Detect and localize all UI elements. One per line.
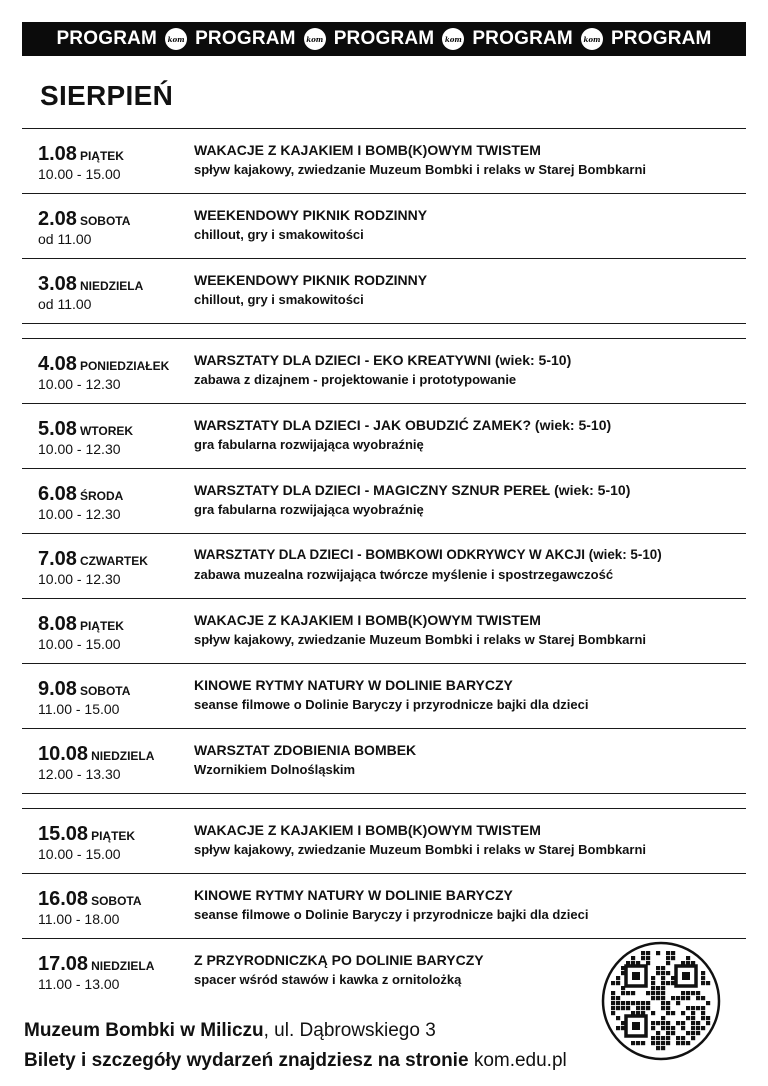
qr-module (696, 1026, 700, 1030)
event-title: WAKACJE Z KAJAKIEM I BOMB(K)OWYM TWISTEM (194, 822, 541, 838)
qr-module (666, 956, 670, 960)
kom-logo-icon: kom (442, 28, 464, 50)
qr-module (701, 1016, 705, 1020)
qr-module (696, 991, 700, 995)
qr-module (671, 996, 675, 1000)
qr-module (651, 1041, 655, 1045)
qr-module (676, 1001, 680, 1005)
qr-module (651, 996, 655, 1000)
banner-word: PROGRAM (472, 28, 573, 49)
qr-module (616, 1026, 620, 1030)
qr-module (646, 951, 650, 955)
event-title: WAKACJE Z KAJAKIEM I BOMB(K)OWYM TWISTEM (194, 142, 541, 158)
website-link[interactable]: kom.edu.pl (473, 1050, 567, 1071)
qr-module (686, 956, 690, 960)
event-subtitle: spływ kajakowy, zwiedzanie Muzeum Bombki i relaks w Starej Bombkarni (194, 632, 647, 647)
event-weekday: NIEDZIELA (91, 749, 155, 763)
event-subtitle: spacer wśród stawów i kawka z ornitolożką (194, 972, 462, 987)
event-weekday: PIĄTEK (79, 619, 124, 633)
qr-module (706, 1016, 710, 1020)
qr-module (691, 1011, 695, 1015)
qr-module (611, 996, 615, 1000)
qr-module (666, 1011, 670, 1015)
event-time: 10.00 - 15.00 (38, 636, 121, 652)
kom-logo-icon: kom (165, 28, 187, 50)
qr-code-graphic (601, 941, 721, 1061)
event-title: WAKACJE Z KAJAKIEM I BOMB(K)OWYM TWISTEM (194, 612, 541, 628)
event-date: 7.08 CZWARTEK (38, 548, 148, 570)
qr-module (636, 1001, 640, 1005)
qr-module (611, 991, 615, 995)
event-weekday: SOBOTA (79, 684, 131, 698)
event-time: 11.00 - 15.00 (38, 701, 120, 717)
event-date: 15.08 PIĄTEK (38, 823, 136, 845)
qr-module (611, 981, 615, 985)
qr-module (701, 1026, 705, 1030)
banner-word: PROGRAM (333, 28, 435, 49)
qr-module (691, 1016, 695, 1020)
qr-module (641, 956, 645, 960)
qr-module (686, 991, 690, 995)
qr-module (651, 986, 655, 990)
event-subtitle: gra fabularna rozwijająca wyobraźnię (194, 502, 424, 517)
qr-module (651, 976, 655, 980)
qr-module (651, 1026, 655, 1030)
event-subtitle: spływ kajakowy, zwiedzanie Muzeum Bombki i relaks w Starej Bombkarni (194, 162, 647, 177)
qr-module (661, 996, 665, 1000)
qr-module (641, 1001, 645, 1005)
qr-module (661, 1046, 665, 1050)
qr-module (701, 1011, 705, 1015)
qr-module (666, 1036, 670, 1040)
qr-module (646, 991, 650, 995)
event-row (22, 404, 746, 466)
qr-module (661, 1026, 665, 1030)
qr-module (686, 1031, 690, 1035)
event-weekday: CZWARTEK (79, 554, 148, 568)
qr-module (701, 976, 705, 980)
qr-module (661, 1041, 665, 1045)
kom-logo-icon: kom (304, 28, 326, 50)
event-time: od 11.00 (38, 296, 92, 312)
event-subtitle: seanse filmowe o Dolinie Baryczy i przyrodnicze bajki dla dzieci (194, 697, 589, 712)
program-banner (22, 22, 746, 56)
qr-module (701, 996, 705, 1000)
qr-module (641, 1041, 645, 1045)
qr-module (621, 991, 625, 995)
qr-module (646, 1001, 650, 1005)
qr-module (616, 981, 620, 985)
qr-module (666, 981, 670, 985)
qr-module (686, 1041, 690, 1045)
qr-module (661, 976, 665, 980)
event-date: 3.08 NIEDZIELA (38, 273, 144, 295)
qr-module (681, 991, 685, 995)
qr-module (666, 971, 670, 975)
event-time: 10.00 - 15.00 (38, 846, 121, 862)
qr-finder-center (682, 972, 690, 980)
qr-finder-center (632, 972, 640, 980)
event-time: 11.00 - 18.00 (38, 911, 120, 927)
event-weekday: WTOREK (79, 424, 134, 438)
event-row (22, 729, 746, 791)
qr-module (691, 1036, 695, 1040)
qr-module (616, 1006, 620, 1010)
qr-module (706, 981, 710, 985)
info-line (24, 1050, 567, 1072)
qr-module (706, 1021, 710, 1025)
qr-module (656, 996, 660, 1000)
event-date: 9.08 SOBOTA (38, 678, 131, 700)
qr-module (656, 1021, 660, 1025)
event-date: 1.08 PIĄTEK (38, 143, 124, 165)
qr-module (631, 956, 635, 960)
qr-module (676, 1041, 680, 1045)
qr-module (671, 1031, 675, 1035)
qr-module (681, 1011, 685, 1015)
qr-module (676, 1036, 680, 1040)
qr-module (681, 1026, 685, 1030)
qr-module (656, 991, 660, 995)
event-row (22, 809, 746, 871)
qr-module (671, 956, 675, 960)
event-date: 4.08 PONIEDZIAŁEK (38, 353, 170, 375)
event-date: 8.08 PIĄTEK (38, 613, 124, 635)
qr-module (651, 1036, 655, 1040)
month-heading: SIERPIEŃ (40, 80, 174, 111)
event-weekday: PIĄTEK (79, 149, 124, 163)
qr-module (681, 1036, 685, 1040)
event-date: 16.08 SOBOTA (38, 888, 142, 910)
divider (22, 323, 746, 324)
qr-module (646, 1006, 650, 1010)
event-time: 10.00 - 15.00 (38, 166, 121, 182)
qr-module (631, 991, 635, 995)
qr-module (651, 1021, 655, 1025)
event-row (22, 469, 746, 531)
qr-module (656, 966, 660, 970)
qr-module (636, 1041, 640, 1045)
qr-module (616, 1001, 620, 1005)
qr-module (641, 1006, 645, 1010)
event-row (22, 259, 746, 321)
qr-module (701, 981, 705, 985)
banner-word: PROGRAM (56, 28, 158, 49)
qr-module (686, 1016, 690, 1020)
qr-module (681, 1041, 685, 1045)
qr-module (691, 1026, 695, 1030)
qr-module (696, 1031, 700, 1035)
qr-finder-center (632, 1022, 640, 1030)
qr-module (686, 1006, 690, 1010)
qr-module (661, 991, 665, 995)
qr-code-icon[interactable] (601, 941, 721, 1061)
qr-module (676, 1021, 680, 1025)
qr-module (661, 1001, 665, 1005)
qr-module (656, 1041, 660, 1045)
qr-module (656, 971, 660, 975)
qr-module (661, 981, 665, 985)
event-row (22, 129, 746, 191)
event-time: 10.00 - 12.30 (38, 571, 121, 587)
qr-module (621, 1001, 625, 1005)
event-row (22, 874, 746, 936)
qr-module (661, 1016, 665, 1020)
event-weekday: NIEDZIELA (79, 279, 144, 293)
event-weekday: PONIEDZIAŁEK (79, 359, 170, 373)
qr-module (666, 1001, 670, 1005)
banner-word: PROGRAM (195, 28, 296, 49)
event-time: 10.00 - 12.30 (38, 506, 121, 522)
qr-module (661, 986, 665, 990)
qr-module (701, 971, 705, 975)
event-row (22, 339, 746, 401)
event-title: KINOWE RYTMY NATURY W DOLINIE BARYCZY (194, 887, 513, 903)
event-subtitle: seanse filmowe o Dolinie Baryczy i przyrodnicze bajki dla dzieci (194, 907, 589, 922)
qr-module (626, 1001, 630, 1005)
event-date: 6.08 ŚRODA (38, 483, 124, 505)
qr-module (611, 1001, 615, 1005)
info-text: Bilety i szczegóły wydarzeń znajdziesz na stronie (24, 1050, 469, 1071)
qr-module (631, 1001, 635, 1005)
divider (22, 793, 746, 794)
event-title: WARSZTATY DLA DZIECI - JAK OBUDZIĆ ZAMEK? (wiek: 5-10) (194, 417, 612, 433)
qr-module (651, 1011, 655, 1015)
qr-module (666, 1041, 670, 1045)
qr-module (656, 951, 660, 955)
event-time: 10.00 - 12.30 (38, 441, 121, 457)
qr-module (611, 1006, 615, 1010)
event-title: WARSZTATY DLA DZIECI - MAGICZNY SZNUR PEREŁ (wiek: 5-10) (194, 482, 631, 498)
qr-module (626, 991, 630, 995)
event-title: WEEKENDOWY PIKNIK RODZINNY (194, 207, 428, 223)
event-subtitle: Wzornikiem Dolnośląskim (194, 762, 356, 777)
event-title: WARSZTAT ZDOBIENIA BOMBEK (194, 742, 417, 758)
event-date: 5.08 WTOREK (38, 418, 134, 440)
qr-module (656, 986, 660, 990)
qr-module (696, 996, 700, 1000)
event-weekday: NIEDZIELA (91, 959, 155, 973)
event-weekday: PIĄTEK (91, 829, 136, 843)
qr-module (651, 991, 655, 995)
qr-module (666, 1006, 670, 1010)
event-date: 2.08 SOBOTA (38, 208, 131, 230)
qr-module (666, 1026, 670, 1030)
qr-module (611, 1011, 615, 1015)
event-row (22, 599, 746, 661)
event-subtitle: zabawa muzealna rozwijająca twórcze myślenie i spostrzegawczość (194, 567, 614, 582)
qr-module (696, 1021, 700, 1025)
qr-module (616, 996, 620, 1000)
qr-module (656, 1046, 660, 1050)
qr-module (661, 1006, 665, 1010)
qr-module (666, 951, 670, 955)
qr-module (691, 1021, 695, 1025)
event-time: od 11.00 (38, 231, 92, 247)
qr-module (666, 961, 670, 965)
event-weekday: SOBOTA (79, 214, 131, 228)
event-weekday: SOBOTA (91, 894, 142, 908)
qr-module (681, 1021, 685, 1025)
qr-module (706, 1001, 710, 1005)
event-time: 12.00 - 13.30 (38, 766, 121, 782)
qr-module (696, 1006, 700, 1010)
event-title: WARSZTATY DLA DZIECI - BOMBKOWI ODKRYWCY W AKCJI (wiek: 5-10) (194, 547, 662, 562)
event-subtitle: chillout, gry i smakowitości (194, 292, 364, 307)
event-title: WEEKENDOWY PIKNIK RODZINNY (194, 272, 428, 288)
qr-module (641, 951, 645, 955)
venue-line (24, 1020, 436, 1042)
qr-module (671, 1011, 675, 1015)
event-subtitle: chillout, gry i smakowitości (194, 227, 364, 242)
qr-module (701, 1006, 705, 1010)
qr-module (686, 996, 690, 1000)
qr-module (666, 1031, 670, 1035)
event-subtitle: spływ kajakowy, zwiedzanie Muzeum Bombki i relaks w Starej Bombkarni (194, 842, 647, 857)
kom-logo-icon: kom (581, 28, 603, 50)
qr-module (621, 1006, 625, 1010)
qr-module (626, 1006, 630, 1010)
event-title: KINOWE RYTMY NATURY W DOLINIE BARYCZY (194, 677, 513, 693)
qr-module (661, 966, 665, 970)
event-time: 10.00 - 12.30 (38, 376, 121, 392)
event-row (22, 194, 746, 256)
event-title: Z PRZYRODNICZKĄ PO DOLINIE BARYCZY (194, 952, 484, 968)
event-time: 11.00 - 13.00 (38, 976, 120, 992)
qr-module (656, 1036, 660, 1040)
event-date: 17.08 NIEDZIELA (38, 953, 155, 975)
qr-module (661, 971, 665, 975)
qr-module (671, 1026, 675, 1030)
venue-address: , ul. Dąbrowskiego 3 (263, 1020, 436, 1041)
event-row (22, 664, 746, 726)
event-subtitle: zabawa z dizajnem - projektowanie i prototypowanie (194, 372, 517, 387)
qr-module (616, 1016, 620, 1020)
qr-module (691, 1031, 695, 1035)
qr-module (691, 1006, 695, 1010)
qr-module (691, 991, 695, 995)
banner-word: PROGRAM (610, 28, 712, 49)
event-date: 10.08 NIEDZIELA (38, 743, 155, 765)
qr-module (631, 1041, 635, 1045)
event-weekday: ŚRODA (79, 489, 124, 503)
qr-module (661, 1036, 665, 1040)
event-row (22, 534, 746, 596)
qr-module (651, 981, 655, 985)
qr-module (681, 996, 685, 1000)
qr-module (656, 1031, 660, 1035)
qr-module (616, 976, 620, 980)
qr-module (671, 951, 675, 955)
event-subtitle: gra fabularna rozwijająca wyobraźnię (194, 437, 424, 452)
qr-module (666, 1021, 670, 1025)
qr-module (646, 956, 650, 960)
qr-module (636, 1006, 640, 1010)
venue-name: Muzeum Bombki w Miliczu (24, 1020, 264, 1041)
qr-module (661, 1021, 665, 1025)
qr-module (676, 996, 680, 1000)
event-title: WARSZTATY DLA DZIECI - EKO KREATYWNI (wiek: 5-10) (194, 352, 572, 368)
